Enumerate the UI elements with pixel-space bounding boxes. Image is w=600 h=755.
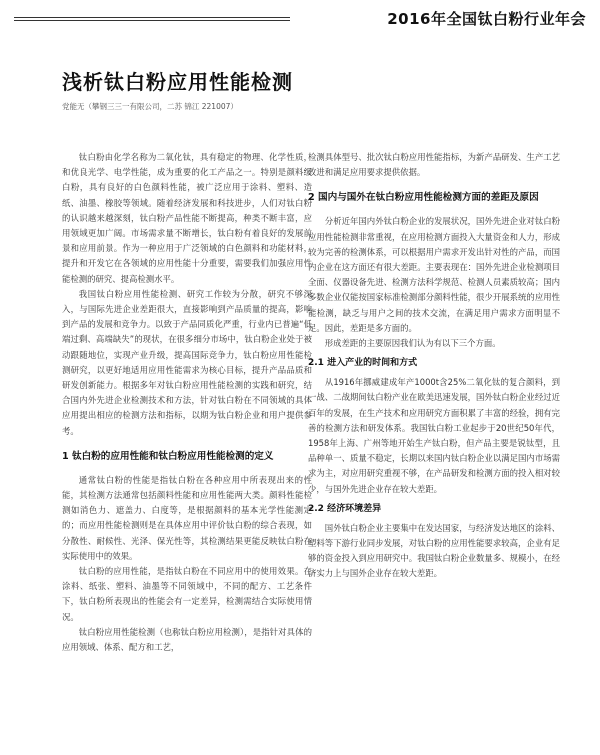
left-column (62, 150, 312, 655)
subsection-heading: 2.2 经济环境差异 (308, 503, 382, 514)
paragraph: 形成差距的主要原因我们认为有以下三个方面。 (324, 338, 501, 349)
article-title: 浅析钛白粉应用性能检测 (62, 70, 293, 94)
paragraph: 检测具体型号、批次钛白粉应用性能指标，为新产品研发、生产工艺改进和满足应用要求提供依据。 (308, 152, 560, 178)
conference-title: 2016年全国钛白粉行业年会 (387, 10, 586, 28)
paragraph: 钛白粉由化学名称为二氧化钛，具有稳定的物理、化学性质，和优良光学、电学性能，成为重要的化工产品之一。特别是颜料级白粉，具有良好的白色颜料性能，被广泛应用于涂料、塑料、造纸、油墨、橡胶等领域。随着经济发展和科技进步，人们对钛白粉的认识越来越深刻，钛白粉产品性能不断提高，种类不断丰富，应用领域更加广阔。市场需求量不断增长，钛白粉有着良好的发展前景和应用前景。作为一种应用于广泛领域的白色颜料和功能材料，提升和开发它在各领域的应用性能十分重要，需要我们加强应用性能检测的研究、提高检测水平。 (62, 152, 312, 284)
paragraph: 钛白粉应用性能检测（也称钛白粉应用检测），是指针对具体的应用领域、体系、配方和工艺， (62, 626, 312, 653)
header-rule (14, 17, 290, 18)
paragraph: 钛白粉的应用性能，是指钛白粉在不同应用中的使用效果。在涂料、纸张、塑料、油墨等不同领域中，不同的配方、工艺条件下，钛白粉所表现出的性能会有一定差异，检测需结合实际使用情况。 (62, 566, 312, 622)
paragraph: 通常钛白粉的性能是指钛白粉在各种应用中所表现出来的性能，其检测方法通常包括颜料性能和应用性能两大类。颜料性能检测如消色力、遮盖力、白度等，是根据颜料的基本光学性能测定的；而应用性能检测则是在具体应用中评价钛白粉的综合表现，如分散性、耐候性、光泽、保光性等，其检测结果更能反映钛白粉在实际使用中的效果。 (62, 474, 312, 561)
header-rule (14, 20, 290, 21)
right-column (308, 150, 560, 582)
section-heading: 2 国内与国外在钛白粉应用性能检测方面的差距及原因 (308, 192, 539, 204)
paragraph: 从1916年挪威建成年产1000t含25%二氧化钛的复合颜料，到一战、二战期间钛白粉产业在欧美迅速发展，国外钛白粉企业经过近百年的发展，在生产技术和应用研究方面积累了丰富的经验，拥有完善的检测方法和研发体系。我国钛白粉工业起步于20世纪50年代，1958年上海、广州等地开始生产钛白粉，但产品主要是锐钛型，且品种单一、质量不稳定，长期以来国内钛白粉企业以满足国内市场需求为主，对应用研究重视不够，在产品研发和检测方面的投入相对较少，与国外先进企业存在较大差距。 (308, 377, 560, 494)
paragraph: 分析近年国内外钛白粉企业的发展状况，国外先进企业对钛白粉应用性能检测非常重视，在应用检测方面投入大量资金和人力，形成较为完善的检测体系，可以根据用户需求开发出针对性的产品，而国内企业在这方面还有很大差距。主要表现在：国外先进企业检测项目全面、仪器设备先进、检测方法科学规范、检测人员素质较高；国内多数企业仅能按国家标准检测部分颜料性能，很少开展系统的应用性能检测，缺乏与用户之间的技术交流，在满足用户需求方面明显不足。因此，差距是多方面的。 (308, 216, 560, 333)
author-line: 党能无（攀钢三三一有限公司，二苏 锦江 221007） (62, 102, 238, 111)
section-heading: 1 钛白粉的应用性能和钛白粉应用性能检测的定义 (62, 450, 274, 462)
paragraph: 国外钛白粉企业主要集中在发达国家，与经济发达地区的涂料、塑料等下游行业同步发展，对钛白粉的应用性能要求较高，企业有足够的资金投入到应用研究中。我国钛白粉企业数量多、规模小，在经济实力上与国外企业存在较大差距。 (308, 522, 560, 579)
conference-header (0, 0, 600, 34)
paragraph: 我国钛白粉应用性能检测、研究工作较为分散，研究不够深入，与国际先进企业差距很大，直接影响到产品质量的提高，影响到产品的发展和竞争力。以致于产品同质化严重，行业内已普遍“低端过剩、高端缺失”的现状，在很多细分市场中，钛白粉企业处于被动跟随地位，实现产业升级，提高国际竞争力，钛白粉应用性能检测研究，以更好地适用应用性能需求为核心目标，提升产品品质和研发创新能力。根据多年对钛白粉应用性能检测的实践和研究，结合国内外先进企业检测技术和方法，针对钛白粉在不同领域的具体应用提出相应的检测方法和指标，以期为钛白粉企业和用户提供参考。 (62, 288, 312, 436)
subsection-heading: 2.1 进入产业的时间和方式 (308, 358, 418, 369)
